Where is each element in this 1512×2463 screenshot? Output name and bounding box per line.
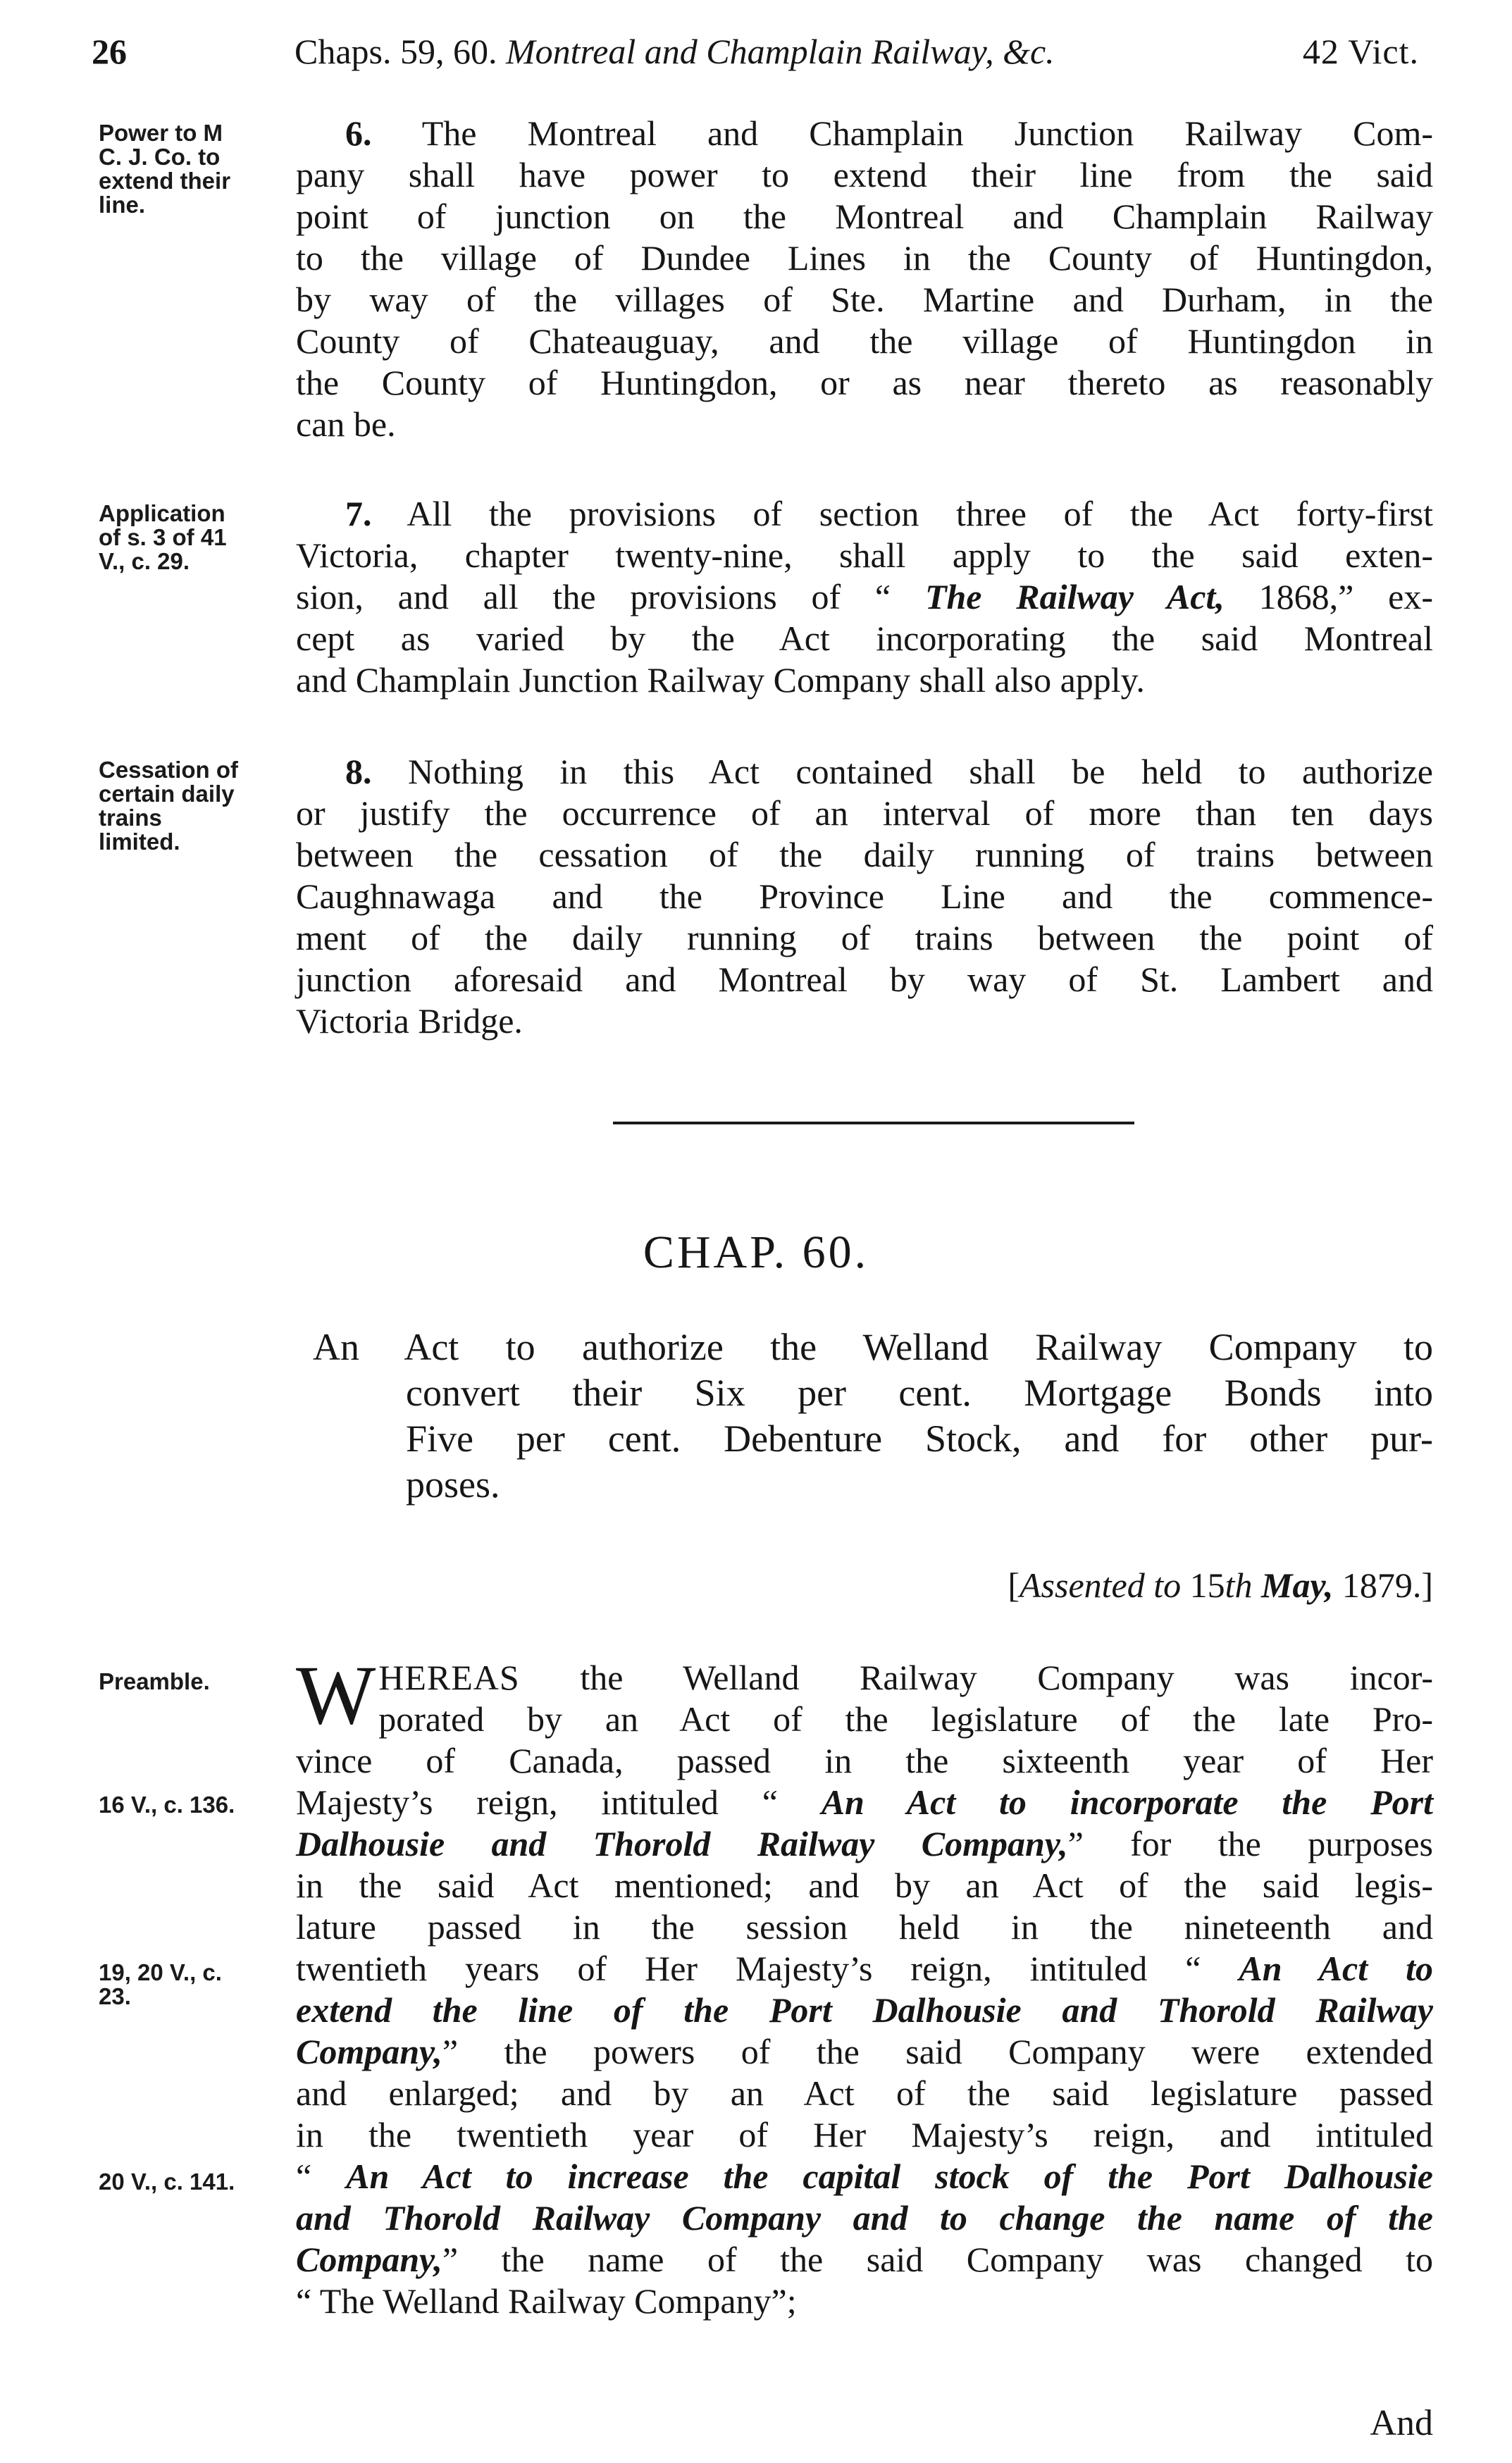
section-6 [296, 113, 1433, 445]
margin-note-section-7 [99, 502, 289, 573]
section-6-line: to the village of Dundee Lines in the County of Huntingdon, [296, 238, 1433, 278]
section-number: 8. [345, 752, 372, 791]
section-8-line: junction aforesaid and Montreal by way of St. Lambert and [296, 960, 1433, 999]
section-8-line: between the cessation of the daily running of trains between [296, 835, 1433, 874]
chapter-title-line: convert their Six per cent. Mortgage Bonds into [406, 1372, 1433, 1414]
running-title [295, 27, 1055, 76]
section-divider-rule [613, 1122, 1134, 1124]
section-6-line: the County of Huntingdon, or as near thereto as reasonably [296, 363, 1433, 402]
section-8 [296, 751, 1433, 1042]
margin-note-line: of s. 3 of 41 [99, 524, 227, 550]
preamble-line: Majesty’s reign, intituled “ An Act to incorporate the Port [296, 1782, 1433, 1822]
section-7-line: and Champlain Junction Railway Company shall also apply. [296, 660, 1145, 700]
margin-note-line: Power to M [99, 120, 223, 146]
chapter-title-line: An Act to authorize the Welland Railway Company to [313, 1326, 1433, 1368]
preamble-line: in the twentieth year of Her Majesty’s reign, and intituled [296, 2115, 1433, 2154]
section-6-line: by way of the villages of Ste. Martine and Durham, in the [296, 280, 1433, 319]
assent-date: [Assented to 15th May, 1879.] [1008, 1565, 1433, 1605]
preamble-line: twentieth years of Her Majesty’s reign, intituled “ An Act to [296, 1949, 1433, 1988]
section-number: 7. [345, 494, 372, 533]
chapter-title [313, 1324, 1433, 1508]
preamble-line: in the said Act mentioned; and by an Act of the said legis- [296, 1866, 1433, 1905]
section-7-line: Victoria, chapter twenty-nine, shall apply to the said exten- [296, 535, 1433, 575]
section-7-line: cept as varied by the Act incorporating the said Montreal [296, 619, 1433, 658]
margin-citation: 19, 20 V., c. 23. [99, 1959, 222, 2009]
act-citation: The Railway Act, [924, 577, 1225, 616]
section-6-line: 6. The Montreal and Champlain Junction Railway Com- [345, 113, 1433, 153]
preamble-line: “ An Act to increase the capital stock of the Port Dalhousie [296, 2157, 1433, 2196]
preamble-line: and Thorold Railway Company and to change the name of the [296, 2198, 1433, 2238]
margin-note-line: limited. [99, 829, 180, 855]
preamble-text [296, 1648, 1433, 2322]
preamble-line: and enlarged; and by an Act of the said legislature passed [296, 2073, 1433, 2113]
section-6-line: pany shall have power to extend their line from the said [296, 155, 1433, 194]
chapter-title-line: poses. [406, 1463, 500, 1506]
preamble-line: extend the line of the Port Dalhousie and Thorold Railway [296, 1990, 1433, 2030]
margin-citation: 16 V., c. 136. [99, 1792, 235, 1818]
section-6-line: point of junction on the Montreal and Champlain Railway [296, 197, 1433, 236]
margin-note-section-6 [99, 121, 289, 217]
preamble-line: Dalhousie and Thorold Railway Company,” for the purposes [296, 1824, 1433, 1863]
section-7-line: 7. All the provisions of section three of the Act forty-first [345, 494, 1433, 533]
margin-note-line: line. [99, 192, 146, 218]
preamble-line: HEREAS the Welland Railway Company was incor- [378, 1658, 1433, 1697]
preamble-line: Company,” the name of the said Company was changed to [296, 2240, 1433, 2279]
drop-cap: W [296, 1648, 376, 1742]
chapter-heading: CHAP. 60. [643, 1227, 869, 1278]
section-8-line: 8. Nothing in this Act contained shall be held to authorize [345, 752, 1433, 791]
running-title-italic: Montreal and Champlain Railway, &c. [506, 32, 1055, 71]
margin-note-line: Application [99, 500, 225, 526]
page-number: 26 [92, 32, 127, 71]
preamble-line: “ The Welland Railway Company”; [296, 2281, 797, 2321]
section-6-line: can be. [296, 404, 396, 444]
chapter-title-line: Five per cent. Debenture Stock, and for other pur- [406, 1417, 1433, 1460]
margin-note-line: Cessation of [99, 757, 239, 783]
margin-note-preamble: Preamble. [99, 1668, 210, 1694]
preamble-line: vince of Canada, passed in the sixteenth year of Her [296, 1741, 1433, 1780]
section-7 [296, 493, 1433, 701]
preamble-line: lature passed in the session held in the nineteenth and [296, 1907, 1433, 1947]
section-number: 6. [345, 113, 372, 153]
preamble-line: Company,” the powers of the said Company were extended [296, 2032, 1433, 2071]
section-8-line: ment of the daily running of trains between the point of [296, 918, 1433, 957]
margin-note-line: certain daily [99, 781, 235, 807]
catchword: And [1370, 2403, 1433, 2443]
running-title-plain: Chaps. 59, 60. [295, 32, 506, 71]
margin-citation: 20 V., c. 141. [99, 2169, 235, 2195]
margin-note-line: trains [99, 805, 162, 831]
margin-note-line: extend their [99, 168, 231, 194]
margin-note-line: C. J. Co. to [99, 144, 221, 170]
section-8-line: Victoria Bridge. [296, 1001, 523, 1041]
margin-note-section-8 [99, 758, 289, 854]
section-6-line: County of Chateauguay, and the village of Huntingdon in [296, 321, 1433, 361]
section-8-line: Caughnawaga and the Province Line and the commence- [296, 876, 1433, 916]
section-8-line: or justify the occurrence of an interval of more than ten days [296, 793, 1433, 833]
preamble-line: porated by an Act of the legislature of the late Pro- [378, 1699, 1433, 1739]
regnal-year: 42 Vict. [1302, 32, 1419, 71]
section-7-line: sion, and all the provisions of “ The Railway Act, 1868,” ex- [296, 577, 1433, 616]
margin-note-line: V., c. 29. [99, 548, 190, 574]
